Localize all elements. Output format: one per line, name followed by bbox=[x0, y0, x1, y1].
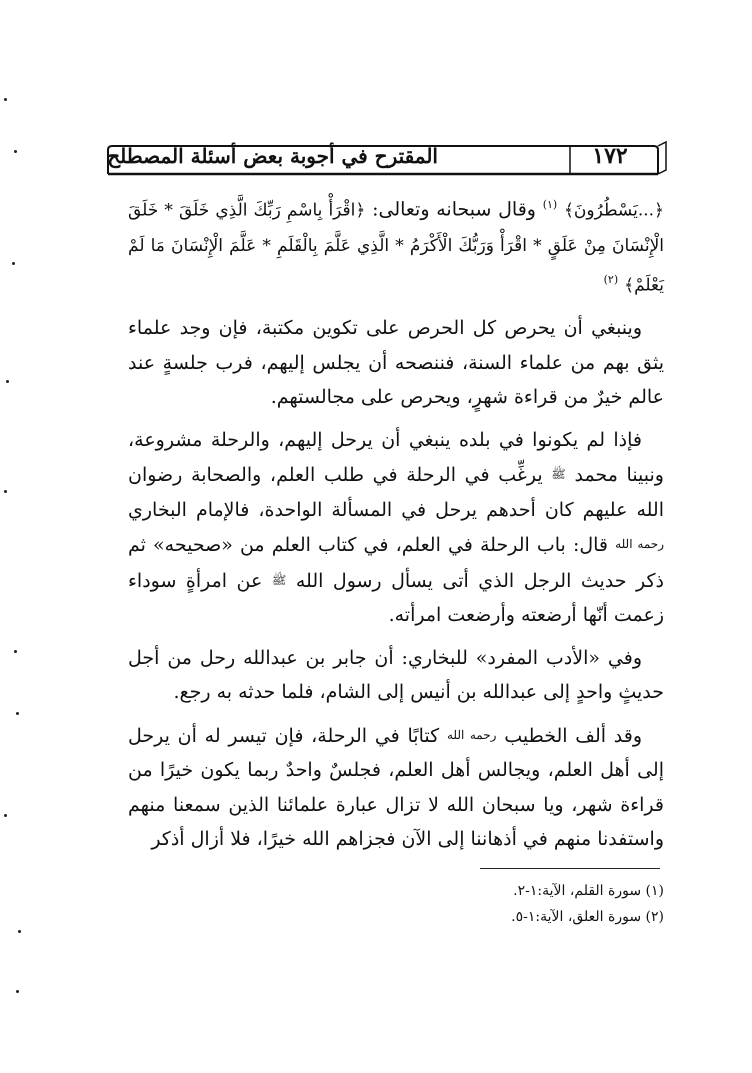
salutation-seal: ﷺ bbox=[551, 467, 566, 482]
text-span: عن امرأةٍ سوداء زعمت أنّها أرضعته وأرضعت امرأته. bbox=[128, 569, 664, 627]
paragraph-khatib bbox=[128, 718, 664, 857]
scan-speck bbox=[16, 712, 19, 715]
footnote-1: (١) سورة القلم، الآية:١-٢. bbox=[513, 883, 664, 899]
scan-speck bbox=[4, 98, 7, 101]
page-number: ١٧٢ bbox=[592, 143, 628, 169]
salutation-seal: ﷺ bbox=[271, 572, 287, 587]
scan-speck bbox=[12, 262, 15, 265]
footnote-divider bbox=[480, 868, 660, 869]
quran-verse-end: ﴿...يَسْطُرُونَ﴾ bbox=[563, 200, 664, 221]
footnote-2: (٢) سورة العلق، الآية:١-٥. bbox=[511, 909, 664, 925]
text-span: فإذا لم يكونوا في بلده ينبغي أن يرحل إليهم، والرحلة مشروعة، ونبينا محمد bbox=[128, 428, 664, 487]
scan-speck bbox=[16, 990, 19, 993]
paragraph-verses bbox=[128, 188, 664, 303]
rahimahullah-seal: رحمه الله bbox=[615, 537, 664, 552]
footnote-ref-2: (٢) bbox=[603, 273, 619, 287]
footnotes bbox=[300, 878, 664, 930]
paragraph-travel bbox=[128, 423, 664, 633]
main-text bbox=[128, 188, 664, 857]
text-span: وقد ألف الخطيب bbox=[504, 724, 643, 747]
verse-intro: وقال سبحانه وتعالى: bbox=[372, 198, 536, 221]
scan-speck bbox=[4, 490, 7, 493]
scan-speck bbox=[14, 650, 17, 653]
rahimahullah-seal: رحمه الله bbox=[446, 727, 497, 742]
paragraph-library: وينبغي أن يحرص كل الحرص على تكوين مكتبة، فإن وجد علماء يثق بهم من علماء السنة، فننصحه أن يجلس إليهم، فرب جلسةٍ عند عالم خيرٌ من قراءة شهرٍ، ويحرص على مجالستهم. bbox=[128, 317, 664, 409]
scan-speck bbox=[6, 380, 9, 383]
footnote-ref-1: (١) bbox=[542, 198, 558, 211]
scan-speck bbox=[18, 930, 21, 933]
page-header bbox=[106, 140, 668, 176]
paragraph-adab: وفي «الأدب المفرد» للبخاري: أن جابر بن عبدالله رحل من أجل حديثٍ واحدٍ إلى عبدالله بن أنيس إلى الشام، فلما حدثه به رجع. bbox=[128, 646, 664, 704]
scan-speck bbox=[14, 150, 17, 153]
text-span: يرغِّب في الرحلة في طلب العلم، والصحابة رضوان الله عليهم كان أحدهم يرحل في المسألة الواحدة، فالإمام البخاري bbox=[128, 464, 664, 521]
scan-speck bbox=[4, 814, 7, 817]
running-title: المقترح في أجوبة بعض أسئلة المصطلح bbox=[107, 144, 438, 168]
text-span: كتابًا في الرحلة، فإن تيسر له أن يرحل إلى أهل العلم، ويجالس أهل العلم، فجلسٌ واحدٌ ربما يكون خيرًا من قراءة شهر، ويا سبحان الله لا تزال عبارة علمائنا الذين سمعنا منهم واستفدنا منهم في أذهاننا إلى الآن فجزاهم الله خيرًا، فلا أزال أذكر bbox=[128, 724, 664, 851]
text-span: قال: باب الرحلة في العلم، في كتاب العلم من «صحيحه» ثم ذكر حديث الرجل الذي أتى يسأل رسول الله bbox=[128, 534, 665, 592]
quran-verse-alaq: ﴿اقْرَأْ بِاسْمِ رَبِّكَ الَّذِي خَلَقَ * خَلَقَ الْإِنْسَانَ مِنْ عَلَقٍ * اقْرَأْ وَرَبُّكَ الْأَكْرَمُ * الَّذِي عَلَّمَ بِالْقَلَمِ * عَلَّمَ الْإِنْسَانَ مَا لَمْ يَعْلَمْ﴾ bbox=[128, 200, 664, 296]
